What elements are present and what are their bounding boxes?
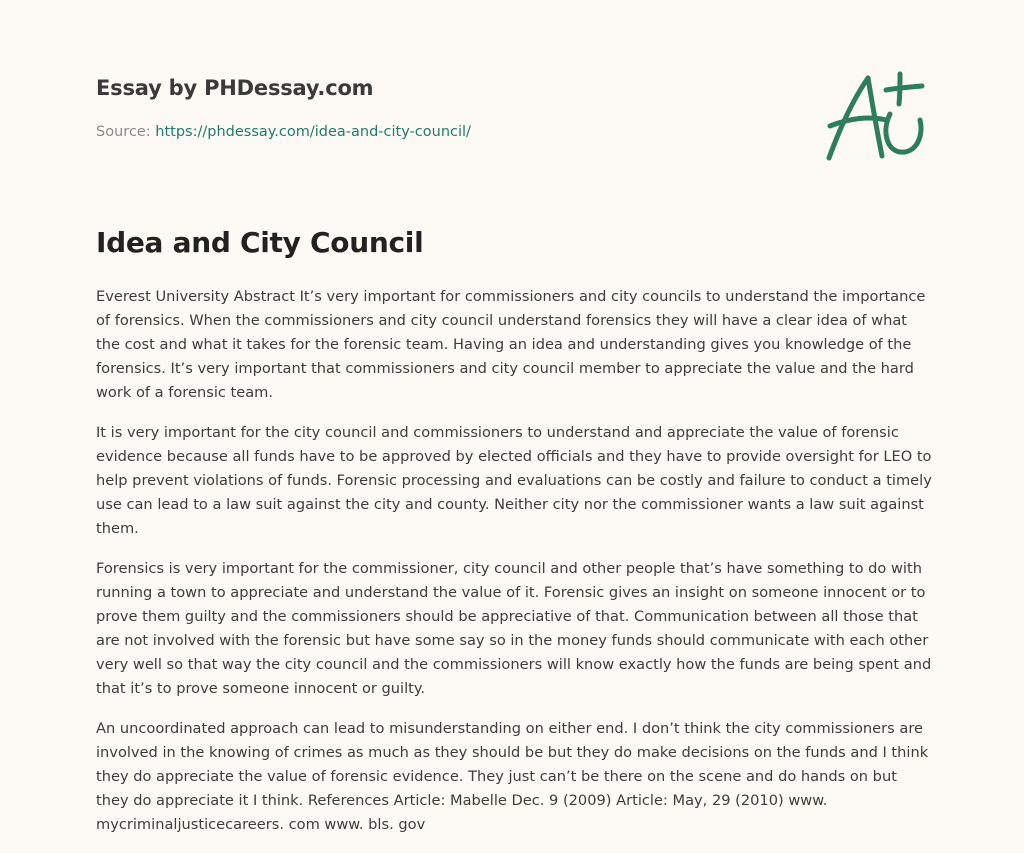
source-label: Source: bbox=[96, 124, 151, 140]
essay-paragraph: It is very important for the city council and commissioners to understand and appreciate the value of forensic evidence because all funds have to be approved by elected officials and they have to provide oversight for LEO to help prevent violations of funds. Forensic processing and evaluations can be costly and failure to conduct a timely use can lead to a law suit against the city and county. Neither city nor the commissioner wants a law suit against them. bbox=[96, 424, 932, 537]
essay-body bbox=[96, 285, 934, 853]
essay-paragraph: Everest University Abstract It’s very important for commissioners and city councils to understand the importance of forensics. When the commissioners and city council understand forensics they will have a clear idea of what the cost and what it takes for the forensic team. Having an idea and understanding gives you knowledge of the forensics. It’s very important that commissioners and city council member to appreciate the value and the hard work of a forensic team. bbox=[96, 288, 926, 401]
essay-paragraph: An uncoordinated approach can lead to misunderstanding on either end. I don’t think the city commissioners are involved in the knowing of crimes as much as they should be but they do make decisions on the funds and I think they do appreciate the value of forensic evidence. They just can’t be there on the scene and do hands on but they do appreciate it I think. References Article: Mabelle Dec. 9 (2009) Article: May, 29 (2010) www. mycriminaljusticecareers. com www. bls. gov bbox=[96, 720, 929, 833]
essay-paragraph: Forensics is very important for the commissioner, city council and other people that’s have something to do with running a town to appreciate and understand the value of it. Forensic gives an insight on someone innocent or to prove them guilty and the commissioners should be appreciative of that. Communication between all those that are not involved with the forensic but have some say so in the money funds should communicate with each other very well so that way the city council and the commissioners will know exactly how the funds are being spent and that it’s to prove someone innocent or guilty. bbox=[96, 560, 932, 697]
essay-title: Idea and City Council bbox=[96, 226, 424, 259]
a-plus-logo-icon bbox=[820, 68, 930, 164]
site-brand: Essay by PHDessay.com bbox=[96, 76, 374, 100]
source-line bbox=[96, 124, 471, 140]
source-link[interactable]: https://phdessay.com/idea-and-city-council/ bbox=[155, 124, 471, 140]
